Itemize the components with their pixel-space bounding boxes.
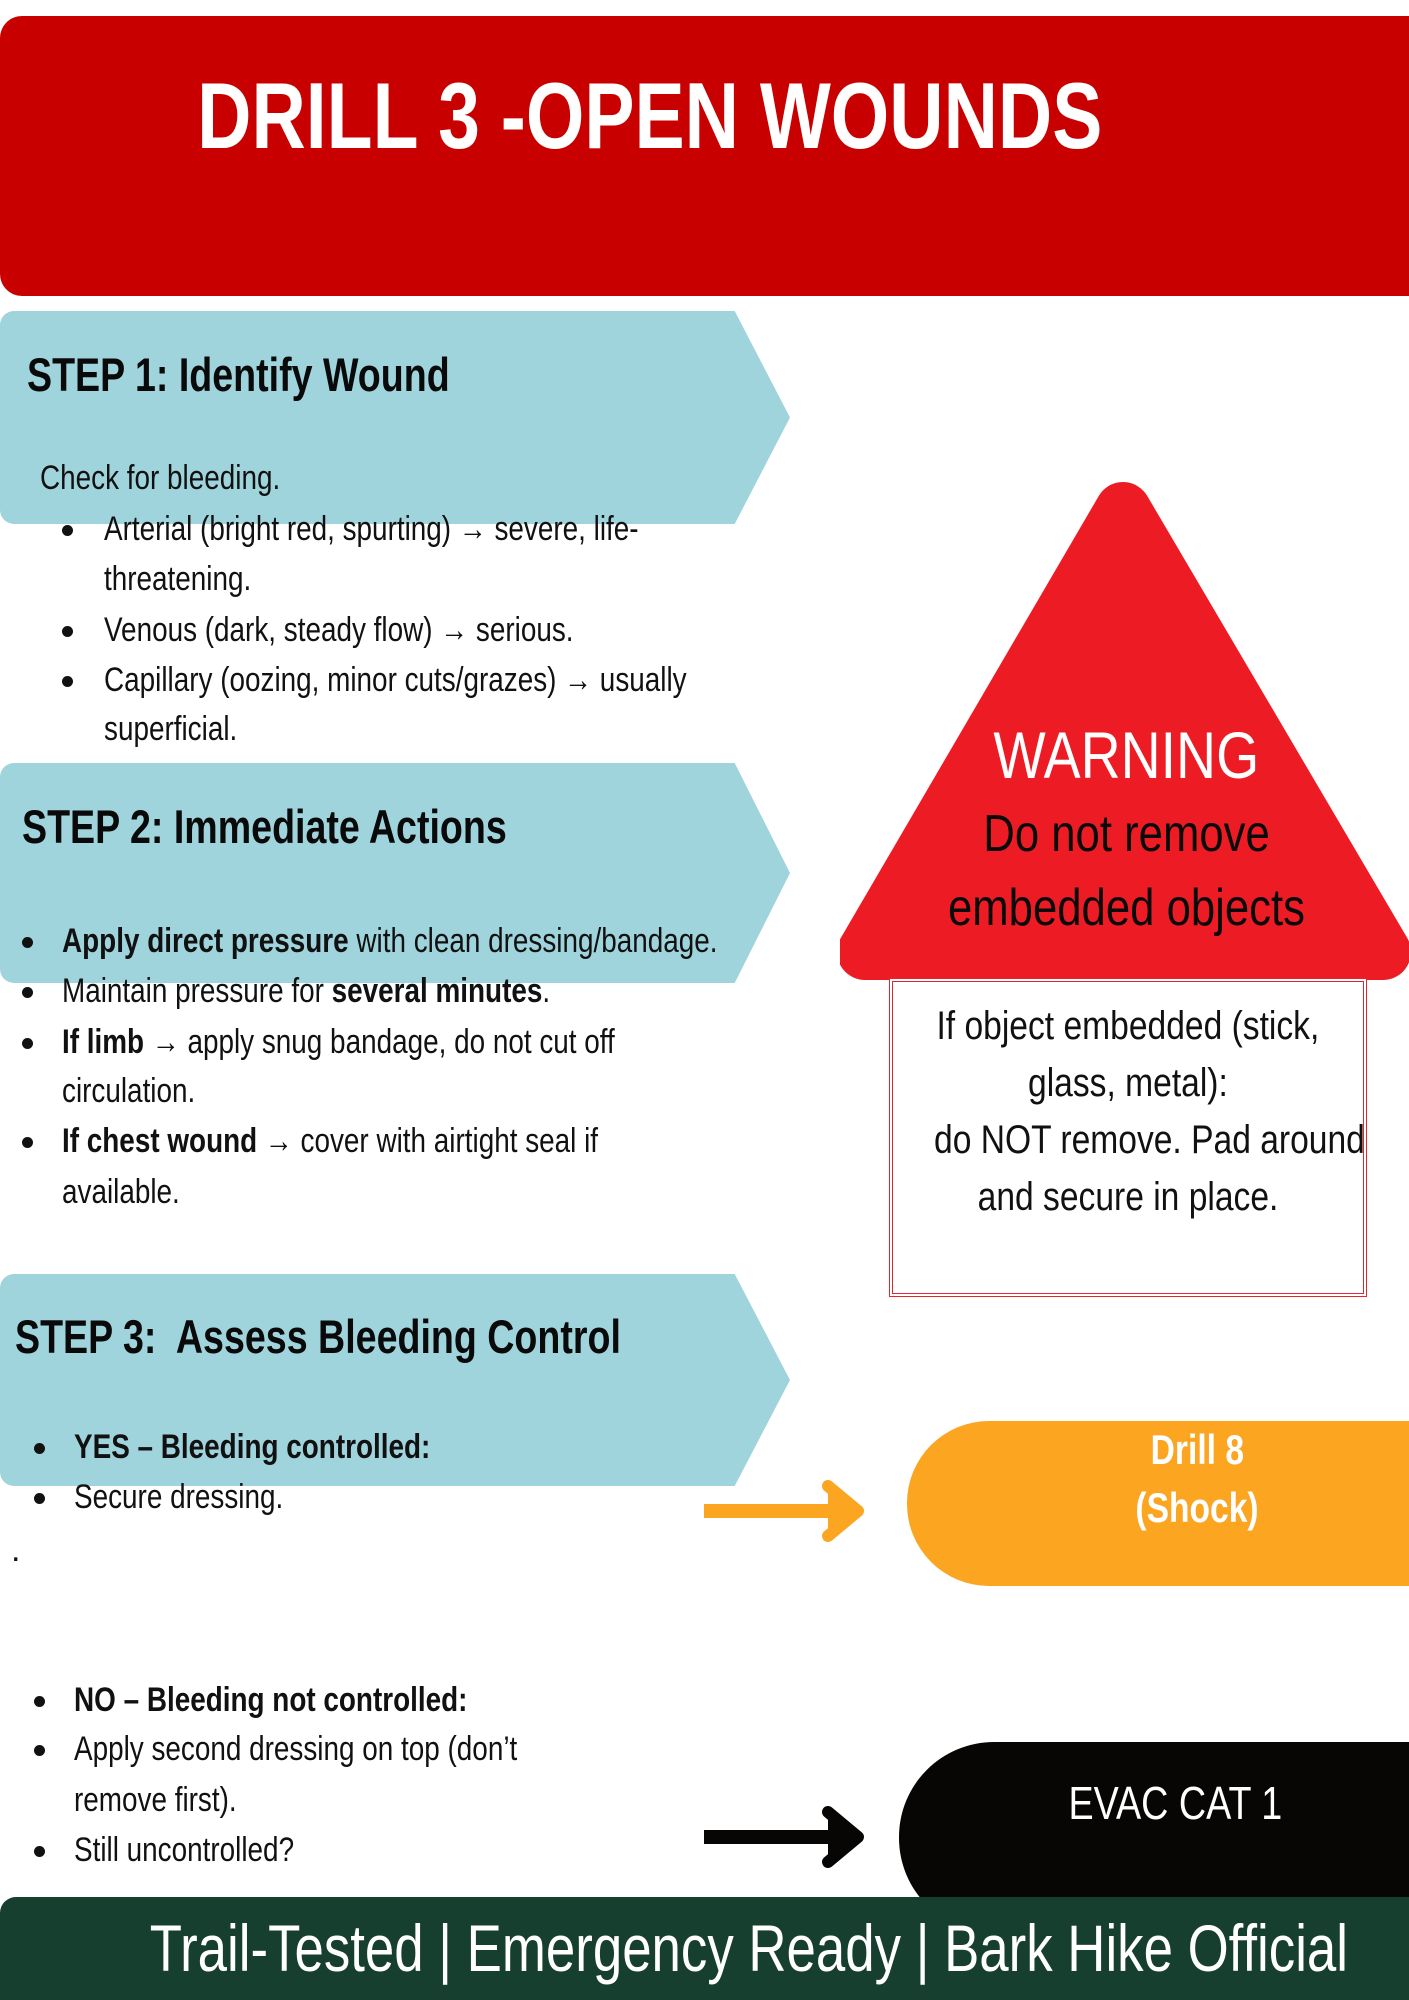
bullet-icon	[34, 1846, 45, 1857]
yes-item-secure: Secure dressing.	[74, 1478, 284, 1516]
step2-item-pressure: Apply direct pressure with clean dressing/bandage.	[62, 922, 718, 960]
shock-label: (Shock)	[1135, 1484, 1259, 1531]
page-title: DRILL 3 -OPEN WOUNDS	[196, 63, 1103, 168]
bullet-icon	[34, 1745, 45, 1756]
step2-item-chest: If chest wound → cover with airtight seal if	[62, 1122, 599, 1160]
step2-item-limb-cont: circulation.	[62, 1072, 196, 1110]
step1-item-capillary: Capillary (oozing, minor cuts/grazes) → usually	[104, 661, 687, 699]
bullet-icon	[34, 1696, 45, 1707]
bullet-icon	[62, 626, 73, 637]
bullet-icon	[22, 1038, 33, 1049]
no-item-second-dressing: Apply second dressing on top (don’t	[74, 1730, 518, 1768]
info-box-line: and secure in place.	[977, 1175, 1279, 1219]
bullet-icon	[62, 525, 73, 536]
step1-title: STEP 1: Identify Wound	[27, 348, 450, 401]
yes-item-heading: YES – Bleeding controlled:	[74, 1428, 431, 1466]
bullet-icon	[22, 937, 33, 948]
step2-item-chest-cont: available.	[62, 1173, 180, 1211]
no-item-heading: NO – Bleeding not controlled:	[74, 1681, 468, 1719]
bullet-icon	[34, 1443, 45, 1454]
step2-title: STEP 2: Immediate Actions	[22, 800, 507, 853]
footer-tagline: Trail-Tested | Emergency Ready | Bark Hike Official	[149, 1911, 1349, 1985]
info-box-line: If object embedded (stick,	[936, 1004, 1320, 1048]
arrow-right-icon	[700, 1480, 870, 1542]
step1-item-venous: Venous (dark, steady flow) → serious.	[104, 611, 574, 649]
bullet-icon	[22, 1137, 33, 1148]
no-item-still-uncontrolled: Still uncontrolled?	[74, 1831, 295, 1869]
step1-item-arterial: Arterial (bright red, spurting) → severe, life-	[104, 510, 639, 548]
info-box-line: do NOT remove. Pad around	[934, 1118, 1365, 1162]
info-box-line: glass, metal):	[1028, 1061, 1228, 1105]
bullet-icon	[34, 1493, 45, 1504]
warning-heading: WARNING	[993, 718, 1260, 792]
warning-subtext-line1: Do not remove	[983, 805, 1270, 863]
step1-item-capillary-cont: superficial.	[104, 710, 238, 748]
warning-subtext-line2: embedded objects	[948, 879, 1305, 937]
step2-item-limb: If limb → apply snug bandage, do not cut off	[62, 1023, 615, 1061]
bullet-icon	[22, 987, 33, 998]
evac-cat-1-label: EVAC CAT 1	[1068, 1777, 1282, 1829]
stray-mark: .	[11, 1531, 21, 1569]
arrow-right-icon	[700, 1806, 870, 1868]
step2-item-maintain: Maintain pressure for several minutes.	[62, 972, 551, 1010]
bullet-icon	[62, 676, 73, 687]
step1-intro: Check for bleeding.	[40, 459, 281, 497]
step3-title: STEP 3: Assess Bleeding Control	[15, 1310, 621, 1363]
no-item-second-dressing-cont: remove first).	[74, 1781, 237, 1819]
drill-8-label: Drill 8	[1150, 1426, 1244, 1473]
step1-item-arterial-cont: threatening.	[104, 560, 252, 598]
